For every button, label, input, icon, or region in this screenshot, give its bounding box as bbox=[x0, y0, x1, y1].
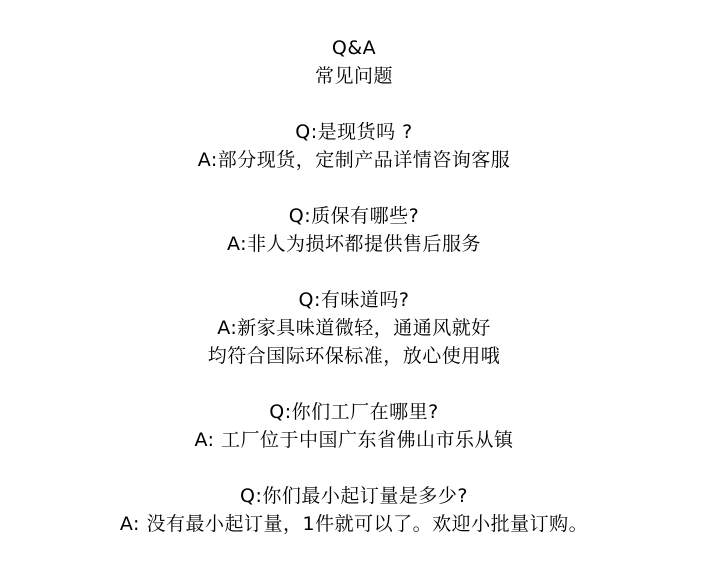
faq-answer-minimum-order: A: 没有最小起订量，1件就可以了。欢迎小批量订购。 bbox=[119, 513, 589, 535]
faq-question-minimum-order: Q:你们最小起订量是多少? bbox=[240, 485, 468, 507]
faq-answer-odor-line-2: 均符合国际环保标准，放心使用哦 bbox=[207, 345, 501, 367]
faq-question-factory-location: Q:你们工厂在哪里? bbox=[269, 401, 439, 423]
faq-question-warranty: Q:质保有哪些? bbox=[288, 205, 420, 227]
page-subtitle: 常见问题 bbox=[314, 65, 393, 87]
faq-answer-factory-location: A: 工厂位于中国广东省佛山市乐从镇 bbox=[194, 429, 514, 451]
faq-question-stock: Q:是现货吗 ? bbox=[295, 121, 413, 143]
faq-answer-stock: A:部分现货，定制产品详情咨询客服 bbox=[197, 149, 511, 171]
faq-answer-odor-line-1: A:新家具味道微轻，通通风就好 bbox=[217, 317, 491, 339]
faq-answer-warranty: A:非人为损坏都提供售后服务 bbox=[226, 233, 482, 255]
page-title: Q&A bbox=[331, 37, 377, 59]
faq-question-odor: Q:有味道吗? bbox=[298, 289, 410, 311]
